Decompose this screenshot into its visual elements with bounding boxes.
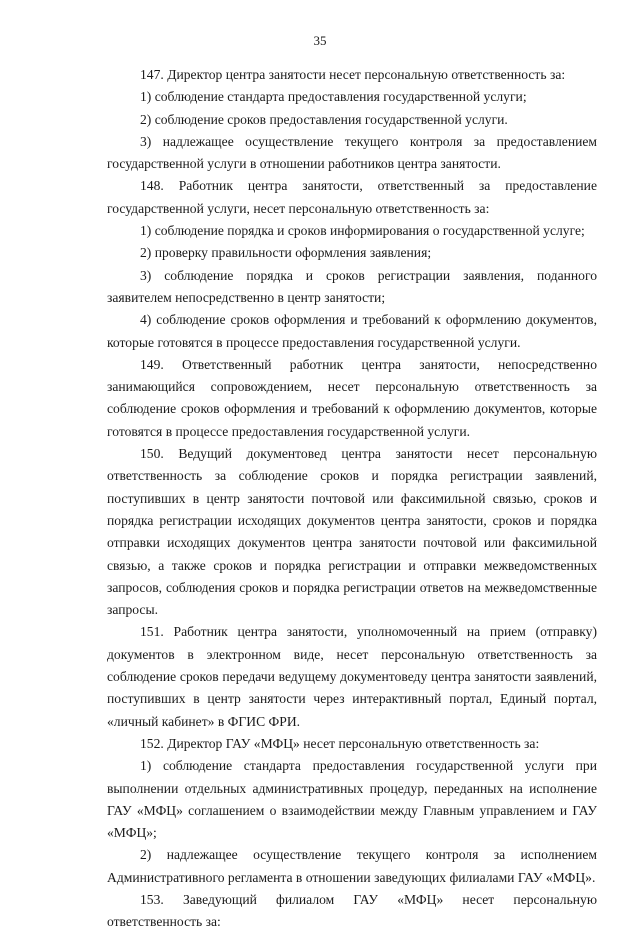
paragraph-152: 152. Директор ГАУ «МФЦ» несет персональную ответственность за: (140, 735, 540, 751)
paragraph-148-item-3: 3) соблюдение порядка и сроков регистрации заявления, поданного заявителем непосредственно в центр занятости; (107, 267, 597, 305)
paragraph-153: 153. Заведующий филиалом ГАУ «МФЦ» несет персональную ответственность за: (107, 891, 597, 930)
paragraph-151: 151. Работник центра занятости, уполномоченный на прием (отправку) документов в электронном виде, несет персональную ответственность за соблюдение сроков передачи ведущему документоведу центра занятости заявлений, поступивших в центр занятости через интерактивный портал, Единый портал, «личный кабинет» в ФГИС ФРИ. (107, 624, 597, 729)
paragraph-148: 148. Работник центра занятости, ответственный за предоставление государственной услуги, несет персональную ответственность за: (107, 178, 597, 216)
paragraph-148-item-4: 4) соблюдение сроков оформления и требований к оформлению документов, которые готовятся в процессе предоставления государственной услуги. (107, 312, 597, 350)
page-number: 35 (313, 33, 327, 48)
paragraph-147-item-2: 2) соблюдение сроков предоставления государственной услуги. (140, 111, 508, 127)
paragraph-147-item-3: 3) надлежащее осуществление текущего контроля за предоставлением государственной услуги в отношении работников центра занятости. (107, 133, 597, 172)
paragraph-148-item-1: 1) соблюдение порядка и сроков информирования о государственной услуге; (140, 223, 585, 239)
paragraph-148-item-2: 2) проверку правильности оформления заявления; (140, 245, 432, 261)
paragraph-152-item-2: 2) надлежащее осуществление текущего контроля за исполнением Административного регламента в отношении заведующих филиалами ГАУ «МФЦ». (107, 847, 597, 885)
paragraph-150: 150. Ведущий документовед центра занятости несет персональную ответственность за соблюдение сроков и порядка регистрации заявлений, поступивших в центр занятости почтовой или факсимильной связью, сроков и порядка регистрации исходящих документов центра занятости, сроков и порядка отправки исходящих документов центра занятости почтовой или факсимильной связью, а также сроков и порядка регистрации и отправки межведомственных запросов, соблюдения сроков и порядка регистрации ответов на межведомственные запросы. (107, 446, 597, 618)
paragraph-147: 147. Директор центра занятости несет персональную ответственность за: (140, 67, 566, 82)
document-body (107, 64, 597, 934)
paragraph-147-item-1: 1) соблюдение стандарта предоставления государственной услуги; (140, 89, 527, 105)
paragraph-152-item-1: 1) соблюдение стандарта предоставления государственной услуги при выполнении отдельных административных процедур, переданных на исполнение ГАУ «МФЦ» соглашением о взаимодействии между Главным управлением и ГАУ «МФЦ»; (107, 758, 597, 841)
paragraph-149: 149. Ответственный работник центра занятости, непосредственно занимающийся сопровождением, несет персональную ответственность за соблюдение сроков оформления и требований к оформлению документов, которые готовятся в процессе предоставления государственной услуги. (107, 356, 597, 439)
